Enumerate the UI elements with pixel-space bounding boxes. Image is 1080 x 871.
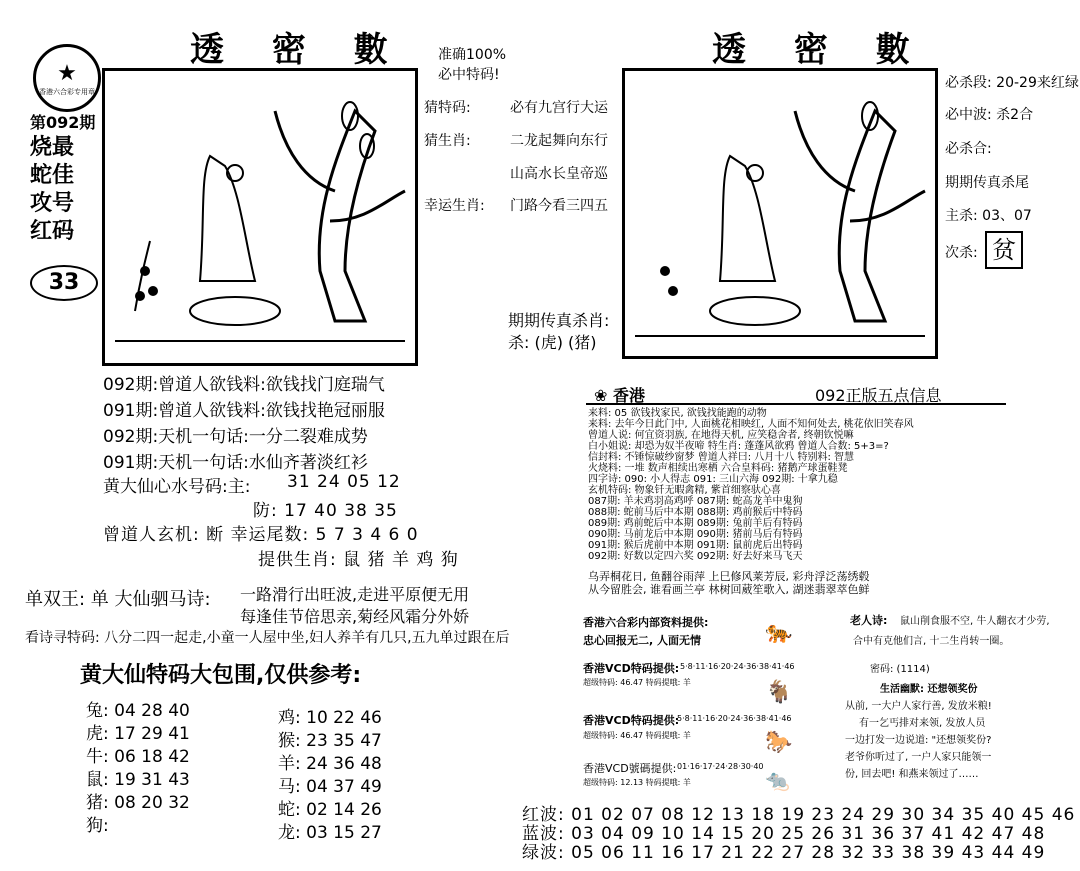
- lucky-value: 门路今看三四五: [510, 198, 608, 214]
- left-illustration-frame: [102, 68, 418, 366]
- ad4-numbers: 01·16·17·24·28·30·40: [677, 762, 764, 771]
- slogan-row-4: 红码: [30, 219, 75, 244]
- hk-line: 乌弄桐花日, 鱼翻谷雨萍 上巳修风莱芳辰, 彩舟浮泛荡绣毂: [588, 570, 870, 583]
- ad2-title: 香港VCD特码提供:: [583, 662, 680, 675]
- lady-tree-illustration: [105, 71, 415, 363]
- seal-text: 香港六合彩专用章: [39, 88, 95, 96]
- hk-line: 玄机特码: 物象钎无暇禽精, 紫首细察驮心喜: [588, 485, 781, 496]
- horse-icon: 🐎: [765, 730, 793, 755]
- hk-line: 曾道人说: 何宜资羽族, 在地得天机, 应笑稳舍者, 终朝钦悦嘛: [588, 430, 854, 441]
- accurate-label: 准确100%: [438, 47, 507, 63]
- info-line-2: 091期:曾道人欲钱料:欲钱找艳冠丽服: [103, 401, 385, 421]
- must-kill-segment: 必杀段: 20-29来红绿: [945, 75, 1079, 91]
- old-man-text-1: 鼠山削食服不空, 牛人翻衣才少劳,: [900, 616, 1050, 627]
- left-title: 透 密 數: [190, 30, 406, 70]
- heart-fang: 防: 17 40 38 35: [253, 501, 398, 521]
- humor-line: 有一乞丐排对来领, 发放人员: [859, 718, 986, 729]
- guess-zodiac-value: 二龙起舞向东行: [510, 133, 608, 149]
- rat-icon: 🐀: [765, 768, 790, 792]
- tiger-icon: 🐅: [765, 620, 793, 645]
- zodiac-row: 鸡: 10 22 46: [278, 708, 382, 728]
- ad3-numbers: 5·8·11·16·20·24·36·38·41·46: [677, 714, 792, 723]
- big-title: 黄大仙特码大包围,仅供参考:: [80, 663, 362, 688]
- star-icon: ★: [57, 61, 77, 86]
- must-wave: 必中波: 杀2合: [945, 107, 1034, 123]
- humor-title: 生活幽默: 还想领奖份: [880, 684, 978, 695]
- right-illustration-frame: [622, 68, 938, 359]
- guess-code-value: 必有九宫行大运: [510, 100, 608, 116]
- red-wave: 红波: 01 02 07 08 12 13 18 19 23 24 29 30 34 35 40 45 46: [522, 805, 1076, 825]
- poem-line-2: 每逢佳节倍思亲,菊经风霜分外娇: [240, 607, 470, 626]
- ad2-sub: 超级特码: 46.47 特码提哦: 羊: [583, 678, 691, 687]
- hk-line: 白小姐说: 却恐为奴半夜啼 特生肖: 蓬蓬风欲鸦 曾道人合数: 5+3=?: [588, 441, 889, 452]
- heart-main: 31 24 05 12: [287, 472, 401, 492]
- hk-line: 089期: 鸡前蛇后中本期 089期: 兔前羊后有特码: [588, 518, 803, 529]
- zodiac-row: 龙: 03 15 27: [278, 823, 382, 843]
- lucky-label: 幸运生肖:: [424, 198, 485, 214]
- single-double-king: 单双王: 单 大仙驷马诗:: [25, 589, 211, 610]
- poem-code: 看诗寻特码: 八分二四一起走,小童一人屋中坐,妇人养羊有几只,五九单过跟在后: [25, 630, 510, 646]
- hk-poem: [588, 570, 869, 596]
- zodiac-row: 猪: 08 20 32: [86, 793, 190, 813]
- slogan-row-1: 烧最: [30, 135, 75, 160]
- humor-body: [845, 698, 992, 783]
- humor-line: 从前, 一大户人家行善, 发放米粮!: [845, 701, 992, 712]
- hk-line: 信封料: 不锤惊破纱窗梦 曾道人祥曰: 八月十八 特别料: 智慧: [588, 452, 855, 463]
- zodiac-row: 鼠: 19 31 43: [86, 770, 190, 790]
- hk-line: 091期: 猴后虎前中本期 091期: 鼠前虎后出特码: [588, 540, 803, 551]
- hk-brand: ❀ 香港: [594, 386, 645, 405]
- bauhinia-icon: ❀: [594, 386, 608, 405]
- humor-line: 份, 回去吧! 和燕来领过了……: [845, 769, 979, 780]
- zodiac-row: 虎: 17 29 41: [86, 724, 190, 744]
- lady-tree-illustration: [625, 71, 935, 356]
- zodiac-row: 狗:: [86, 816, 109, 836]
- hk-line: 来料: 05 欲钱找家民, 欲钱找能跑的动物: [588, 408, 767, 419]
- zodiac-row: 牛: 06 18 42: [86, 747, 190, 767]
- hk-line: 090期: 马前龙后中本期 090期: 猪前马后有特码: [588, 529, 803, 540]
- zodiac-row: 蛇: 02 14 26: [278, 800, 382, 820]
- must-kill-he: 必杀合:: [945, 141, 992, 157]
- hk-line: 火烧料: 一堆 数声相续出寒栖 六合皇料码: 猪鹅产球蛋鞋凳: [588, 463, 848, 474]
- ad3-sub: 超级特码: 46.47 特码提哦: 羊: [583, 731, 691, 740]
- zodiac-row: 羊: 24 36 48: [278, 754, 382, 774]
- goat-icon: 🐐: [765, 680, 793, 705]
- provide-zodiac: 提供生肖: 鼠 猪 羊 鸡 狗: [258, 550, 459, 570]
- circled-number: 33: [30, 265, 98, 301]
- true-tail: 期期传真杀尾: [945, 175, 1029, 191]
- humor-line: 老爷你听过了, 一户人家只能领一: [845, 752, 992, 763]
- second-kill-char: 贫: [985, 231, 1023, 269]
- main-kill: 主杀: 03、07: [945, 208, 1032, 224]
- ad4-sub: 超级特码: 12.13 特码提哦: 羊: [583, 778, 691, 787]
- zodiac-row: 兔: 04 28 40: [86, 701, 190, 721]
- hk-line: 四字诗: 090: 小人得志 091: 三山六海 092期: 十拿九稳: [588, 474, 838, 485]
- poem-line-1: 一路滑行出旺波,走进平原便无用: [240, 585, 470, 604]
- hk-line: 087期: 羊未鸡羽高鸡呼 087期: 蛇高龙羊中鬼狗: [588, 496, 803, 507]
- code-label: 密码: (1114): [870, 664, 930, 675]
- info-line-3: 092期:天机一句话:一分二裂难成势: [103, 427, 368, 447]
- ad4-title: 香港VCD號碼提供:: [583, 762, 677, 775]
- slogan-row-3: 攻号: [30, 191, 75, 216]
- issue-number: 第092期: [30, 113, 96, 132]
- zodiac-row: 猴: 23 35 47: [278, 731, 382, 751]
- hk-line: 从今留胜会, 谁看画兰亭 林树回葳笙歌入, 湖迷翡翠萃色鲜: [588, 583, 870, 596]
- zodiac-row: 马: 04 37 49: [278, 777, 382, 797]
- slogan-row-2: 蛇佳: [30, 163, 75, 188]
- period-kill-title: 期期传真杀肖:: [508, 311, 610, 330]
- guess-zodiac-label: 猜生肖:: [424, 133, 471, 149]
- hk-info-lines: [588, 408, 914, 562]
- old-man-label: 老人诗:: [850, 614, 888, 627]
- ad3-title: 香港VCD特码提供:: [583, 714, 680, 727]
- right-title: 透 密 數: [712, 30, 928, 70]
- green-wave: 绿波: 05 06 11 16 17 21 22 27 28 32 33 38 39 43 44 49: [522, 843, 1046, 863]
- hk-header: 092正版五点信息: [815, 386, 942, 405]
- ad1-sub: 忠心回报无二, 人面无情: [583, 634, 702, 647]
- info-line-1: 092期:曾道人欲钱料:欲钱找门庭瑞气: [103, 375, 385, 395]
- mystic-line: 曾道人玄机: 断 幸运尾数: 5 7 3 4 6 0: [103, 525, 419, 545]
- ad1-title: 香港六合彩内部资料提供:: [583, 616, 709, 629]
- official-seal: [33, 44, 101, 112]
- ad2-numbers: 5·8·11·16·20·24·36·38·41·46: [680, 662, 795, 671]
- side-slogan: [30, 134, 74, 246]
- heart-label: 黄大仙心水号码:主:: [103, 477, 251, 497]
- humor-line: 一边打发一边说道: "还想领奖份?: [845, 735, 992, 746]
- must-hit-label: 必中特码!: [438, 67, 500, 83]
- old-man-text-2: 合中有克他们言, 十二生肖转一圈。: [853, 636, 1010, 647]
- mountain-line: 山高水长皇帝巡: [510, 166, 608, 182]
- hk-line: 088期: 蛇前马后中本期 088期: 鸡前猴后中特码: [588, 507, 803, 518]
- hk-line: 来料: 去年今日此门中, 人面桃花相映红, 人面不知何处去, 桃花依旧笑春风: [588, 419, 914, 430]
- second-kill-label: 次杀:: [945, 245, 978, 261]
- blue-wave: 蓝波: 03 04 09 10 14 15 20 25 26 31 36 37 41 42 47 48: [522, 824, 1046, 844]
- info-line-4: 091期:天机一句话:水仙齐著淡红衫: [103, 453, 368, 473]
- period-kill: 杀: (虎) (猪): [508, 333, 597, 352]
- hk-line: 092期: 好数以定四六奖 092期: 好去好来马飞天: [588, 551, 803, 562]
- hk-divider: [586, 403, 1006, 405]
- guess-code-label: 猜特码:: [424, 100, 471, 116]
